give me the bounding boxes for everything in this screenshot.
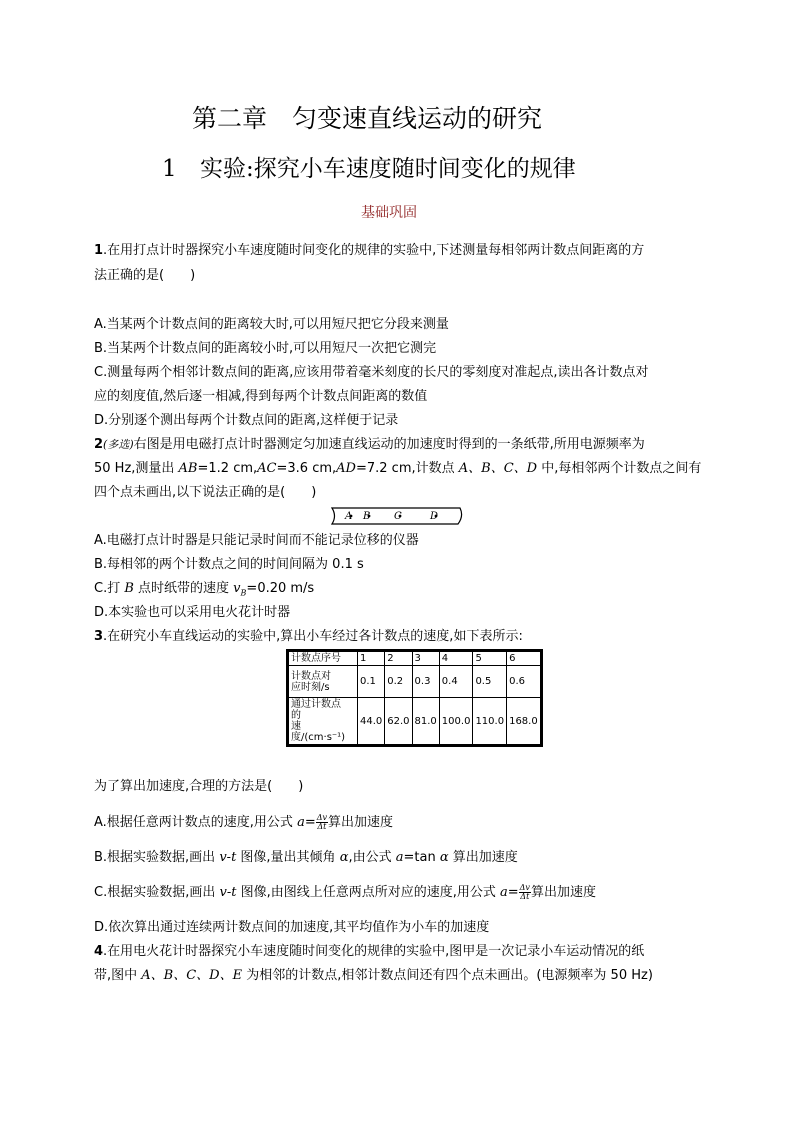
row2-header-l1: 计数点对: [291, 670, 331, 682]
q3-b-alpha2: α: [439, 850, 449, 865]
q1-stem-text: .在用打点计时器探究小车速度随时间变化的规律的实验中,下述测量每相邻两计数点间距离的方: [103, 243, 645, 258]
q3-c-vt: v-t: [219, 885, 237, 900]
q3-number: 3: [94, 629, 104, 644]
table-cell: 168.0: [507, 698, 542, 746]
table-header-cell: [288, 698, 358, 746]
table-row: [288, 698, 542, 746]
table-cell: 3: [412, 651, 439, 666]
q2-ad: AD: [336, 461, 356, 476]
q2-l2-seg2: =1.2 cm,: [197, 461, 258, 476]
q2-c-sub: B: [240, 588, 247, 598]
q3-option-c: [94, 880, 596, 906]
q2-multi-tag: (多选): [103, 438, 134, 451]
q3-a-seg2: 算出加速度: [328, 815, 394, 830]
q4-stem-line2: [94, 968, 653, 984]
q4-points: A、B、C、D、E: [141, 968, 243, 983]
table-cell: 5: [473, 651, 507, 666]
table-cell: 0.2: [385, 666, 412, 698]
table-cell: 1: [358, 651, 385, 666]
row3-header-l2: 的: [291, 710, 301, 721]
category-label: 基础巩固: [361, 205, 417, 221]
q3-b-tan: =tan: [403, 850, 440, 865]
section-number: 1: [162, 156, 177, 182]
chapter-title: 第二章 匀变速直线运动的研究: [192, 104, 543, 133]
row3-header-l1: 通过计数点: [291, 699, 341, 710]
q2-l2-seg4: =7.2 cm,计数点: [355, 461, 459, 476]
table-cell: 100.0: [439, 698, 473, 746]
row2-header-l2: 应时刻/s: [291, 681, 330, 693]
frac-numerator: Δv: [316, 813, 328, 822]
q3-a-var: a: [297, 815, 305, 830]
delta-v-over-delta-t: [519, 884, 531, 901]
q3-stem: [94, 629, 523, 645]
frac-denominator: Δt: [317, 822, 327, 831]
q1-stem-line2: 法正确的是( ): [94, 268, 196, 283]
q1-stem-line1: [94, 243, 644, 259]
table-row: [288, 651, 542, 666]
table-cell: 0.5: [473, 666, 507, 698]
tape-label-a: A: [345, 511, 353, 522]
q3-option-a: [94, 810, 393, 836]
q2-stem-line2: [94, 461, 701, 477]
q2-l2-seg3: =3.6 cm,: [276, 461, 337, 476]
q3-c-seg3: 算出加速度: [530, 885, 596, 900]
q3-c-eq: =: [507, 885, 519, 900]
table-row: [288, 666, 542, 698]
q1-option-d: D.分别逐个测出每两个计数点间的距离,这样便于记录: [94, 413, 399, 428]
table-cell: 0.1: [358, 666, 385, 698]
q3-a-seg1: A.根据任意两计数点的速度,用公式: [94, 815, 298, 830]
q4-number: 4: [94, 944, 104, 959]
section-title: 实验:探究小车速度随时间变化的规律: [200, 156, 576, 182]
q2-l2-seg1: 50 Hz,测量出: [94, 461, 179, 476]
q2-c-v: v: [233, 581, 241, 596]
q3-c-seg2: 图像,由图线上任意两点所对应的速度,用公式: [236, 885, 500, 900]
q4-l2-seg2: 为相邻的计数点,相邻计数点间还有四个点未画出。(电源频率为 50 Hz): [242, 968, 653, 983]
delta-v-over-delta-t: [316, 814, 328, 831]
tape-label-b: B: [363, 511, 371, 522]
q2-c-seg3: =0.20 m/s: [246, 581, 315, 596]
q2-c-seg2: 点时纸带的速度: [133, 581, 234, 596]
q3-c-seg1: C.根据实验数据,画出: [94, 885, 220, 900]
table-header-cell: [288, 666, 358, 698]
q2-option-d: D.本实验也可以采用电火花计时器: [94, 605, 291, 620]
q2-option-a: A.电磁打点计时器是只能记录时间而不能记录位移的仪器: [94, 533, 419, 548]
table-cell: 0.6: [507, 666, 542, 698]
q4-l2-seg1: 带,图中: [94, 968, 142, 983]
q3-b-alpha: α: [339, 850, 349, 865]
q2-stem-line3: 四个点未画出,以下说法正确的是( ): [94, 485, 317, 500]
velocity-table: [286, 649, 543, 747]
tape-label-d: D: [430, 511, 439, 522]
q1-option-a: A.当某两个计数点间的距离较大时,可以用短尺把它分段来测量: [94, 317, 449, 332]
q1-option-c-line2: 应的刻度值,然后逐一相减,得到每两个计数点间距离的数值: [94, 389, 428, 404]
table-cell: 2: [385, 651, 412, 666]
table-cell: 6: [507, 651, 542, 666]
q2-option-b: B.每相邻的两个计数点之间的时间间隔为 0.1 s: [94, 557, 364, 572]
table-cell: 0.3: [412, 666, 439, 698]
frac-numerator: Δv: [519, 883, 530, 892]
q3-c-var: a: [499, 885, 508, 900]
q3-b-seg1: B.根据实验数据,画出: [94, 850, 220, 865]
q2-c-seg1: C.打: [94, 581, 125, 596]
q2-c-point: B: [124, 581, 134, 596]
q1-number: 1: [94, 243, 104, 258]
q4-stem-line1: [94, 944, 644, 960]
table-cell: 110.0: [473, 698, 507, 746]
q2-l2-seg5: 中,每相邻两个计数点之间有: [537, 461, 702, 476]
q2-points: A、B、C、D: [458, 461, 538, 476]
table-cell: 0.4: [439, 666, 473, 698]
q2-stem-text: 右图是用电磁打点计时器测定匀加速直线运动的加速度时得到的一条纸带,所用电源频率为: [133, 437, 645, 452]
table-cell: 4: [439, 651, 473, 666]
q3-b-seg2: 图像,量出其倾角: [236, 850, 340, 865]
q3-option-b: [94, 850, 518, 866]
q4-stem-text: .在用电火花计时器探究小车速度随时间变化的规律的实验中,图甲是一次记录小车运动情况的纸: [103, 944, 645, 959]
q1-option-b: B.当某两个计数点间的距离较小时,可以用短尺一次把它测完: [94, 341, 437, 356]
table-cell: 62.0: [385, 698, 412, 746]
table-cell: 81.0: [412, 698, 439, 746]
q3-b-vt: v-t: [219, 850, 237, 865]
q1-option-c-line1: C.测量每两个相邻计数点间的距离,应该用带着毫米刻度的长尺的零刻度对准起点,读出各计数点对: [94, 365, 649, 380]
q3-a-eq: =: [304, 815, 316, 830]
q3-stem-text: .在研究小车直线运动的实验中,算出小车经过各计数点的速度,如下表所示:: [103, 629, 523, 644]
q2-ab: AB: [178, 461, 198, 476]
tape-label-c: C: [394, 511, 402, 522]
q2-ac: AC: [257, 461, 277, 476]
paper-tape-figure: [328, 506, 464, 526]
table-header-cell: 计数点序号: [288, 651, 358, 666]
q2-number: 2: [94, 437, 104, 452]
q3-b-seg4: 算出加速度: [448, 850, 518, 865]
q3-question: 为了算出加速度,合理的方法是( ): [94, 779, 304, 794]
q3-option-d: D.依次算出通过连续两计数点间的加速度,其平均值作为小车的加速度: [94, 920, 490, 935]
q3-b-a: a: [395, 850, 404, 865]
table-cell: 44.0: [358, 698, 385, 746]
q2-option-c: [94, 581, 314, 602]
q3-b-seg3: ,由公式: [348, 850, 396, 865]
frac-denominator: Δt: [520, 892, 530, 901]
row3-header-l3: 速度/(cm·s⁻¹): [291, 721, 346, 743]
q2-stem-line1: [94, 437, 645, 453]
